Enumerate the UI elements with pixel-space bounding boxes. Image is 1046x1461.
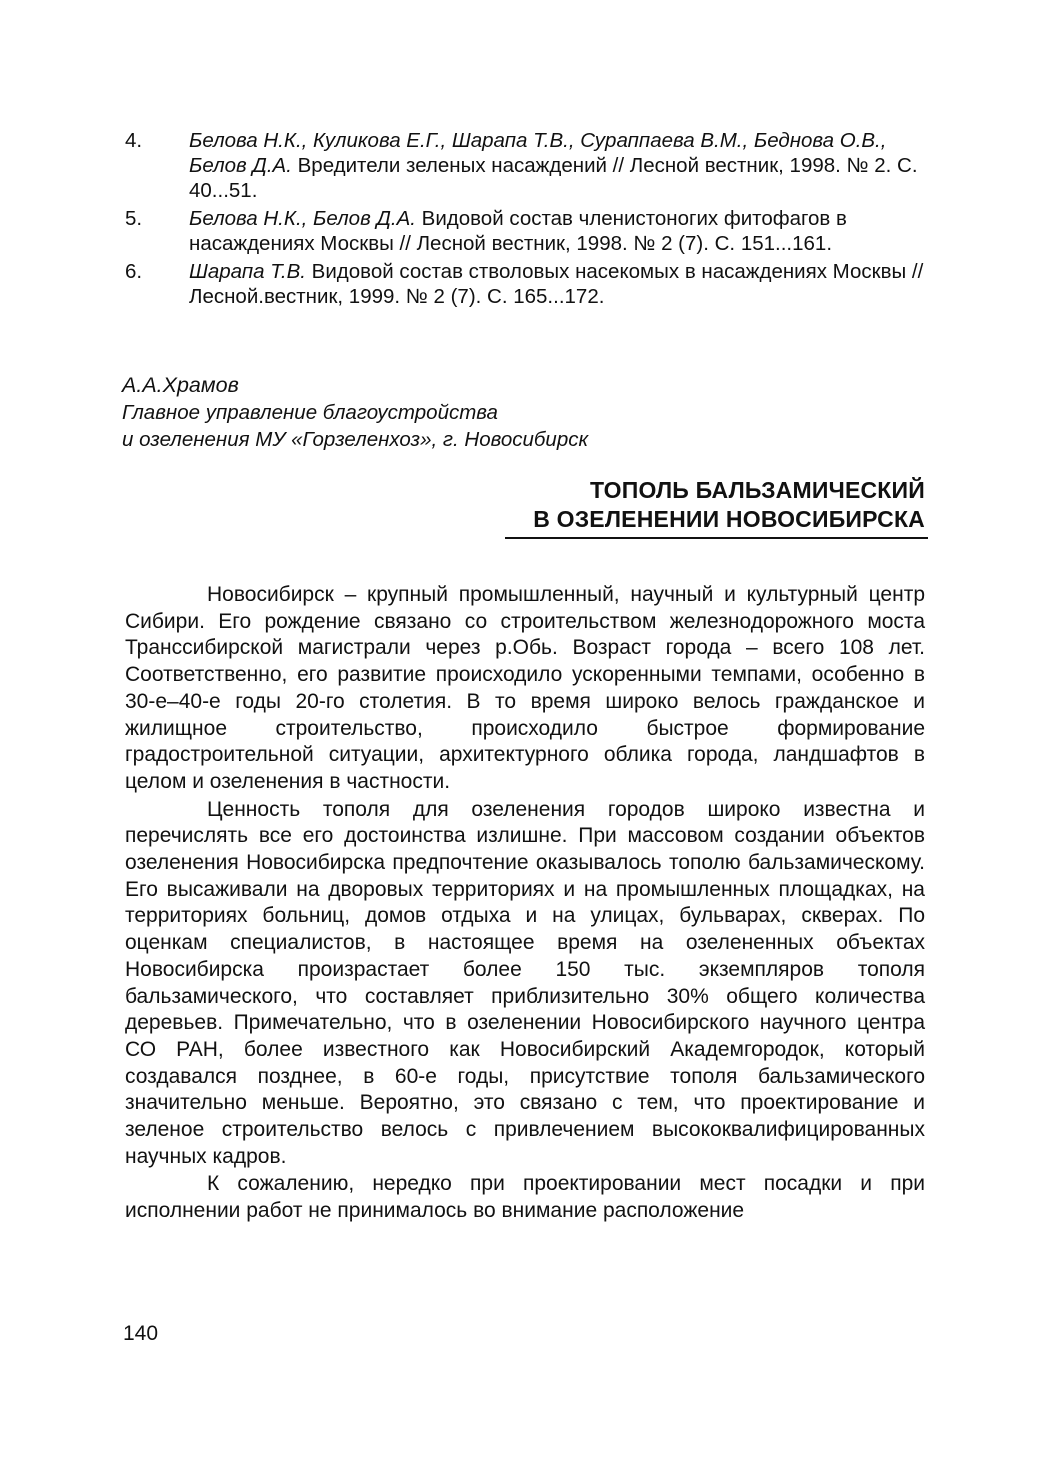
- article-title: [470, 476, 925, 534]
- reference-list: [125, 128, 925, 312]
- author-affiliation-line-1: Главное управление благоустройства: [122, 401, 498, 424]
- reference-text: Видовой состав членистоногих фитофагов в насаждениях Москвы // Лесной вестник, 1998. № 2 (7). С. 151...161.: [189, 207, 847, 255]
- reference-item: [125, 128, 925, 203]
- reference-number: 4.: [125, 129, 143, 152]
- reference-text: Видовой состав стволовых насекомых в насаждениях Москвы // Лесной.вестник, 1999. № 2 (7). С. 165...172.: [189, 260, 924, 308]
- reference-item: [125, 206, 925, 256]
- reference-item: [125, 259, 925, 309]
- body-paragraph: К сожалению, нередко при проектировании мест посадки и при исполнении работ не принималось во внимание расположение: [125, 1172, 925, 1223]
- reference-text: Вредители зеленых насаждений // Лесной вестник, 1998. № 2. С. 40...51.: [189, 154, 918, 202]
- article-title-line-1: ТОПОЛЬ БАЛЬЗАМИЧЕСКИЙ: [589, 477, 925, 503]
- page-number: 140: [123, 1322, 159, 1345]
- reference-authors: Белова Н.К., Куликова Е.Г., Шарапа Т.В., Сураппаева В.М., Беднова О.В., Белов Д.А.: [189, 129, 887, 177]
- article-body: [125, 582, 925, 1226]
- body-paragraph: Ценность тополя для озеленения городов широко известна и перечислять все его достоинства излишне. При массовом создании объектов озеленения Новосибирска предпочтение оказывалось тополю бальзамическому. Его высаживали на дворовых территориях и на промышленных площадках, на территориях больниц, домов отдыха и на улицах, бульварах, скверах. По оценкам специалистов, в настоящее время на озелененных объектах Новосибирска произрастает более 150 тыс. экземпляров тополя бальзамического, что составляет приблизительно 30% общего количества деревьев. Примечательно, что в озеленении Новосибирского научного центра СО РАН, более известного как Новосибирский Академгородок, который создавался позднее, в 60-е годы, присутствие тополя бальзамического значительно меньше. Вероятно, это связано с тем, что проектирование и зеленое строительство велось с привлечением высококвалифицированных научных кадров.: [125, 797, 925, 1168]
- body-paragraph: Новосибирск – крупный промышленный, научный и культурный центр Сибири. Его рождение связано со строительством железнодорожного моста Транссибирской магистрали через р.Обь. Возраст города – всего 108 лет. Соответственно, его развитие происходило ускоренными темпами, особенно в 30-е–40-е годы 20-го столетия. В то время широко велось гражданское и жилищное строительство, происходило быстрое формирование градостроительной ситуации, архитектурного облика города, ландшафтов в целом и озеленения в частности.: [125, 583, 925, 793]
- author-block: [122, 372, 822, 453]
- reference-authors: Шарапа Т.В.: [189, 260, 306, 283]
- title-underline: [505, 537, 928, 539]
- reference-number: 6.: [125, 260, 143, 283]
- article-title-line-2: В ОЗЕЛЕНЕНИИ НОВОСИБИРСКА: [533, 506, 925, 532]
- reference-number: 5.: [125, 207, 143, 230]
- author-name: А.А.Храмов: [122, 373, 239, 397]
- author-affiliation-line-2: и озеленения МУ «Горзеленхоз», г. Новосибирск: [122, 428, 589, 451]
- reference-authors: Белова Н.К., Белов Д.А.: [189, 207, 416, 230]
